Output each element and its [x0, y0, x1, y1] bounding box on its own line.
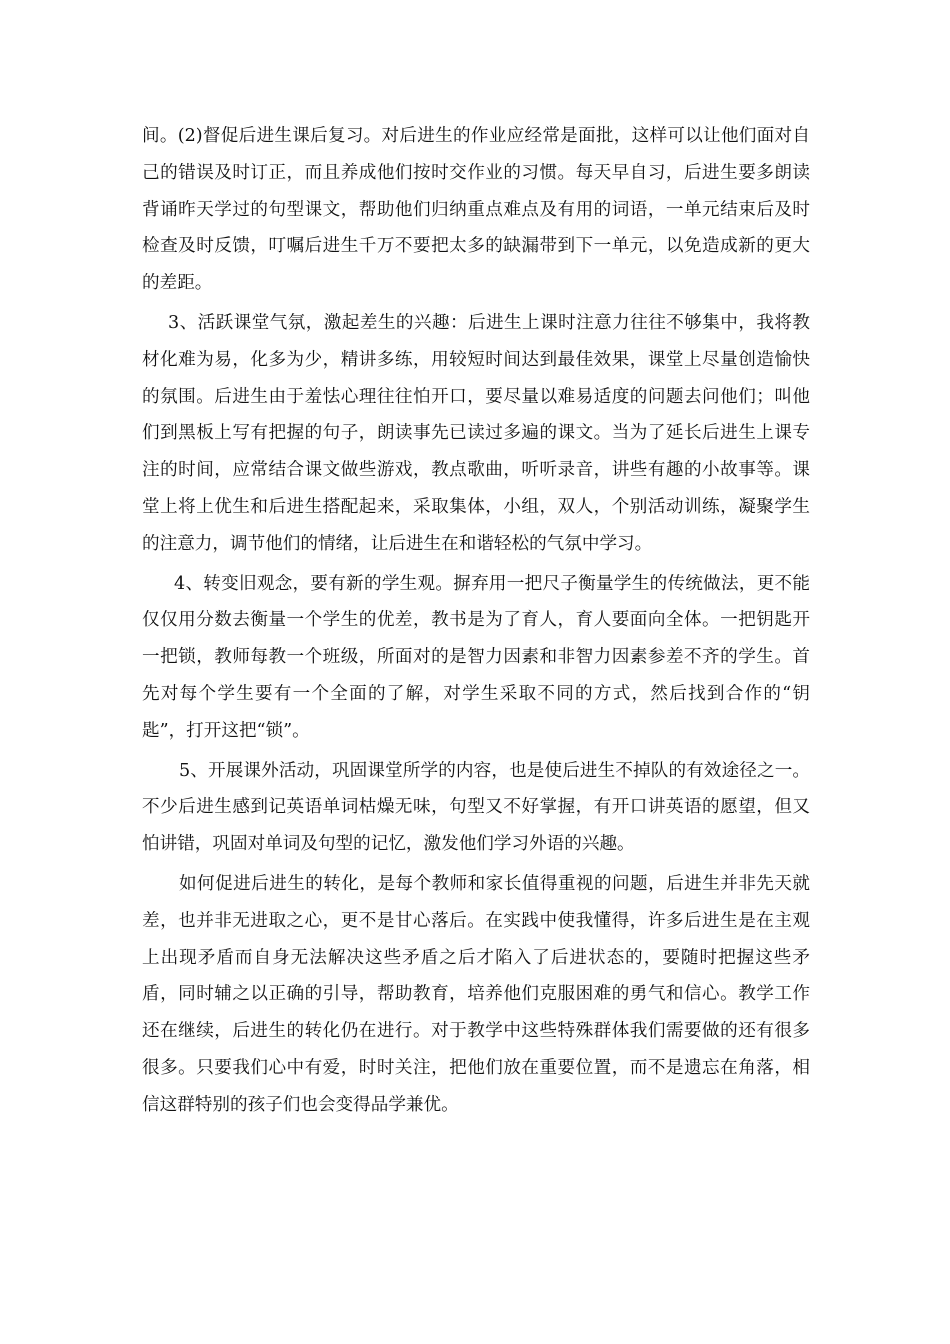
- paragraph-conclusion: 如何促进后进生的转化，是每个教师和家长值得重视的问题，后进生并非先天就差，也并非无进取之心，更不是甘心落后。在实践中使我懂得，许多后进生是在主观上出现矛盾而自身无法解决这些矛盾之后才陷入了后进状态的，要随时把握这些矛盾，同时辅之以正确的引导，帮助教育，培养他们克服困难的勇气和信心。教学工作还在继续，后进生的转化仍在进行。对于教学中这些特殊群体我们需要做的还有很多很多。只要我们心中有爱，时时关注，把他们放在重要位置，而不是遗忘在角落，相信这群特别的孩子们也会变得品学兼优。: [142, 873, 810, 1115]
- paragraph-point-3: 3、活跃课堂气氛，激起差生的兴趣：后进生上课时注意力往往不够集中，我将教材化难为易，化多为少，精讲多练，用较短时间达到最佳效果，课堂上尽量创造愉快的氛围。后进生由于羞怯心理往往怕开口，要尽量以难易适度的问题去问他们；叫他们到黑板上写有把握的句子，朗读事先已读过多遍的课文。当为了延长后进生上课专注的时间，应常结合课文做些游戏，教点歌曲，听听录音，讲些有趣的小故事等。课堂上将上优生和后进生搭配起来，采取集体，小组，双人，个别活动训练，凝聚学生的注意力，调节他们的情绪，让后进生在和谐轻松的气氛中学习。: [142, 312, 810, 554]
- paragraph-point-5: 5、开展课外活动，巩固课堂所学的内容，也是使后进生不掉队的有效途径之一。不少后进生感到记英语单词枯燥无味，句型又不好掌握，有开口讲英语的愿望，但又怕讲错，巩固对单词及句型的记忆，激发他们学习外语的兴趣。: [142, 760, 810, 855]
- paragraph-continuation: 间。(2)督促后进生课后复习。对后进生的作业应经常是面批，这样可以让他们面对自己的错误及时订正，而且养成他们按时交作业的习惯。每天早自习，后进生要多朗读背诵昨天学过的句型课文，帮助他们归纳重点难点及有用的词语，一单元结束后及时检查及时反馈，叮嘱后进生千万不要把太多的缺漏带到下一单元，以免造成新的更大的差距。: [142, 126, 810, 294]
- paragraph-point-4: 4、转变旧观念，要有新的学生观。摒弃用一把尺子衡量学生的传统做法，更不能仅仅用分数去衡量一个学生的优差，教书是为了育人，育人要面向全体。一把钥匙开一把锁，教师每教一个班级，所面对的是智力因素和非智力因素参差不齐的学生。首先对每个学生要有一个全面的了解，对学生采取不同的方式，然后找到合作的“钥匙”，打开这把“锁”。: [142, 573, 810, 741]
- document-body: [142, 118, 810, 1127]
